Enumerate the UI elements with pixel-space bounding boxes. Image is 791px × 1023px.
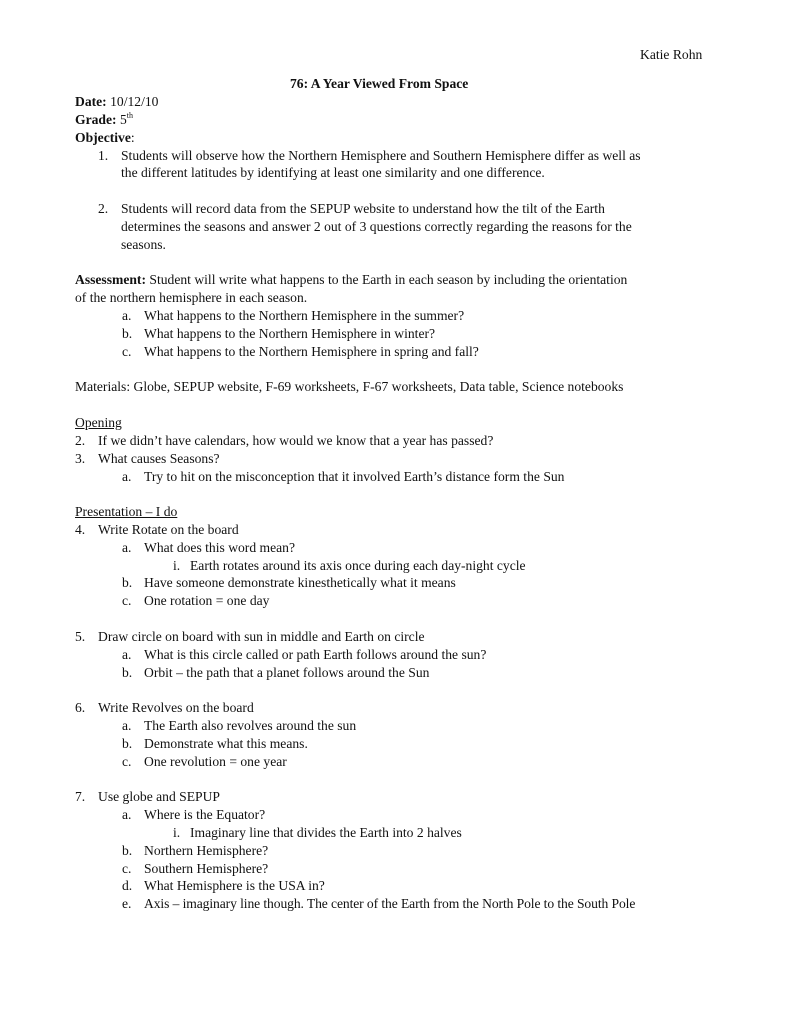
step-5b-text: Orbit – the path that a planet follows around the Sun	[144, 665, 430, 680]
step-4a-letter: a.	[122, 540, 132, 555]
objective-1-text-cont: the different latitudes by identifying at least one similarity and one difference.	[121, 165, 545, 180]
assessment-b-letter: b.	[122, 326, 133, 341]
step-6c-letter: c.	[122, 754, 132, 769]
grade-label: Grade:	[75, 112, 117, 127]
assessment-b-text: What happens to the Northern Hemisphere in winter?	[144, 326, 436, 341]
step-4c-letter: c.	[122, 593, 132, 608]
step-4a-text: What does this word mean?	[144, 540, 295, 555]
opening-heading: Opening	[75, 415, 122, 430]
page-title: 76: A Year Viewed From Space	[290, 76, 469, 91]
grade-value: 5	[119, 112, 127, 127]
opening-3-text: What causes Seasons?	[98, 451, 220, 466]
objective-2-text-cont2: seasons.	[121, 237, 166, 252]
date-line	[75, 93, 158, 110]
step-7a-text: Where is the Equator?	[144, 807, 266, 822]
step-7b-text: Northern Hemisphere?	[144, 843, 269, 858]
step-6-number: 6.	[75, 700, 86, 715]
objective-2-number: 2.	[98, 201, 109, 216]
step-4-number: 4.	[75, 522, 86, 537]
assessment-c-text: What happens to the Northern Hemisphere in spring and fall?	[144, 344, 479, 359]
step-4b-text: Have someone demonstrate kinesthetically what it means	[144, 575, 456, 590]
step-7ai-text: Imaginary line that divides the Earth into 2 halves	[190, 825, 462, 840]
step-6a-text: The Earth also revolves around the sun	[144, 718, 357, 733]
step-6b-text: Demonstrate what this means.	[144, 736, 308, 751]
opening-2-text: If we didn’t have calendars, how would we know that a year has passed?	[98, 433, 494, 448]
grade-sup: th	[126, 111, 133, 120]
step-5-text: Draw circle on board with sun in middle and Earth on circle	[98, 629, 425, 644]
step-7a-letter: a.	[122, 807, 132, 822]
step-7-text: Use globe and SEPUP	[98, 789, 220, 804]
step-4ai-text: Earth rotates around its axis once during each day-night cycle	[190, 558, 526, 573]
step-6a-letter: a.	[122, 718, 132, 733]
step-4-text: Write Rotate on the board	[98, 522, 239, 537]
objective-2-text-cont: determines the seasons and answer 2 out of 3 questions correctly regarding the reasons for the	[121, 219, 632, 234]
grade-line	[75, 111, 133, 128]
step-7c-text: Southern Hemisphere?	[144, 861, 269, 876]
presentation-heading: Presentation – I do	[75, 504, 178, 519]
step-7d-text: What Hemisphere is the USA in?	[144, 878, 325, 893]
objective-1-text: Students will observe how the Northern Hemisphere and Southern Hemisphere differ as well as	[121, 148, 641, 163]
assessment-text-cont: of the northern hemisphere in each season.	[75, 290, 308, 305]
step-7c-letter: c.	[122, 861, 132, 876]
step-7d-letter: d.	[122, 878, 133, 893]
step-5a-text: What is this circle called or path Earth follows around the sun?	[144, 647, 487, 662]
objective-2-text: Students will record data from the SEPUP website to understand how the tilt of the Earth	[121, 201, 605, 216]
step-5b-letter: b.	[122, 665, 133, 680]
opening-3a-letter: a.	[122, 469, 132, 484]
opening-2-number: 2.	[75, 433, 86, 448]
objective-1-number: 1.	[98, 148, 109, 163]
materials-line: Materials: Globe, SEPUP website, F-69 worksheets, F-67 worksheets, Data table, Science notebooks	[75, 379, 624, 394]
assessment-text: Student will write what happens to the Earth in each season by including the orientation	[149, 272, 628, 287]
step-4b-letter: b.	[122, 575, 133, 590]
assessment-line	[75, 271, 627, 288]
date-label: Date:	[75, 94, 107, 109]
step-5-number: 5.	[75, 629, 86, 644]
objective-heading: Objective:	[75, 130, 135, 145]
step-7e-letter: e.	[122, 896, 132, 911]
assessment-label: Assessment:	[75, 272, 146, 287]
step-7-number: 7.	[75, 789, 86, 804]
step-6c-text: One revolution = one year	[144, 754, 287, 769]
assessment-a-letter: a.	[122, 308, 132, 323]
step-7e-text: Axis – imaginary line though. The center of the Earth from the North Pole to the South Pole	[144, 896, 636, 911]
opening-3a-text: Try to hit on the misconception that it involved Earth’s distance form the Sun	[144, 469, 565, 484]
step-7b-letter: b.	[122, 843, 133, 858]
step-6b-letter: b.	[122, 736, 133, 751]
author-name: Katie Rohn	[640, 47, 703, 62]
opening-3-number: 3.	[75, 451, 86, 466]
step-4ai-numeral: i.	[173, 558, 181, 573]
step-5a-letter: a.	[122, 647, 132, 662]
step-4c-text: One rotation = one day	[144, 593, 270, 608]
date-value: 10/12/10	[110, 94, 159, 109]
assessment-a-text: What happens to the Northern Hemisphere in the summer?	[144, 308, 465, 323]
step-6-text: Write Revolves on the board	[98, 700, 254, 715]
assessment-c-letter: c.	[122, 344, 132, 359]
step-7ai-numeral: i.	[173, 825, 181, 840]
